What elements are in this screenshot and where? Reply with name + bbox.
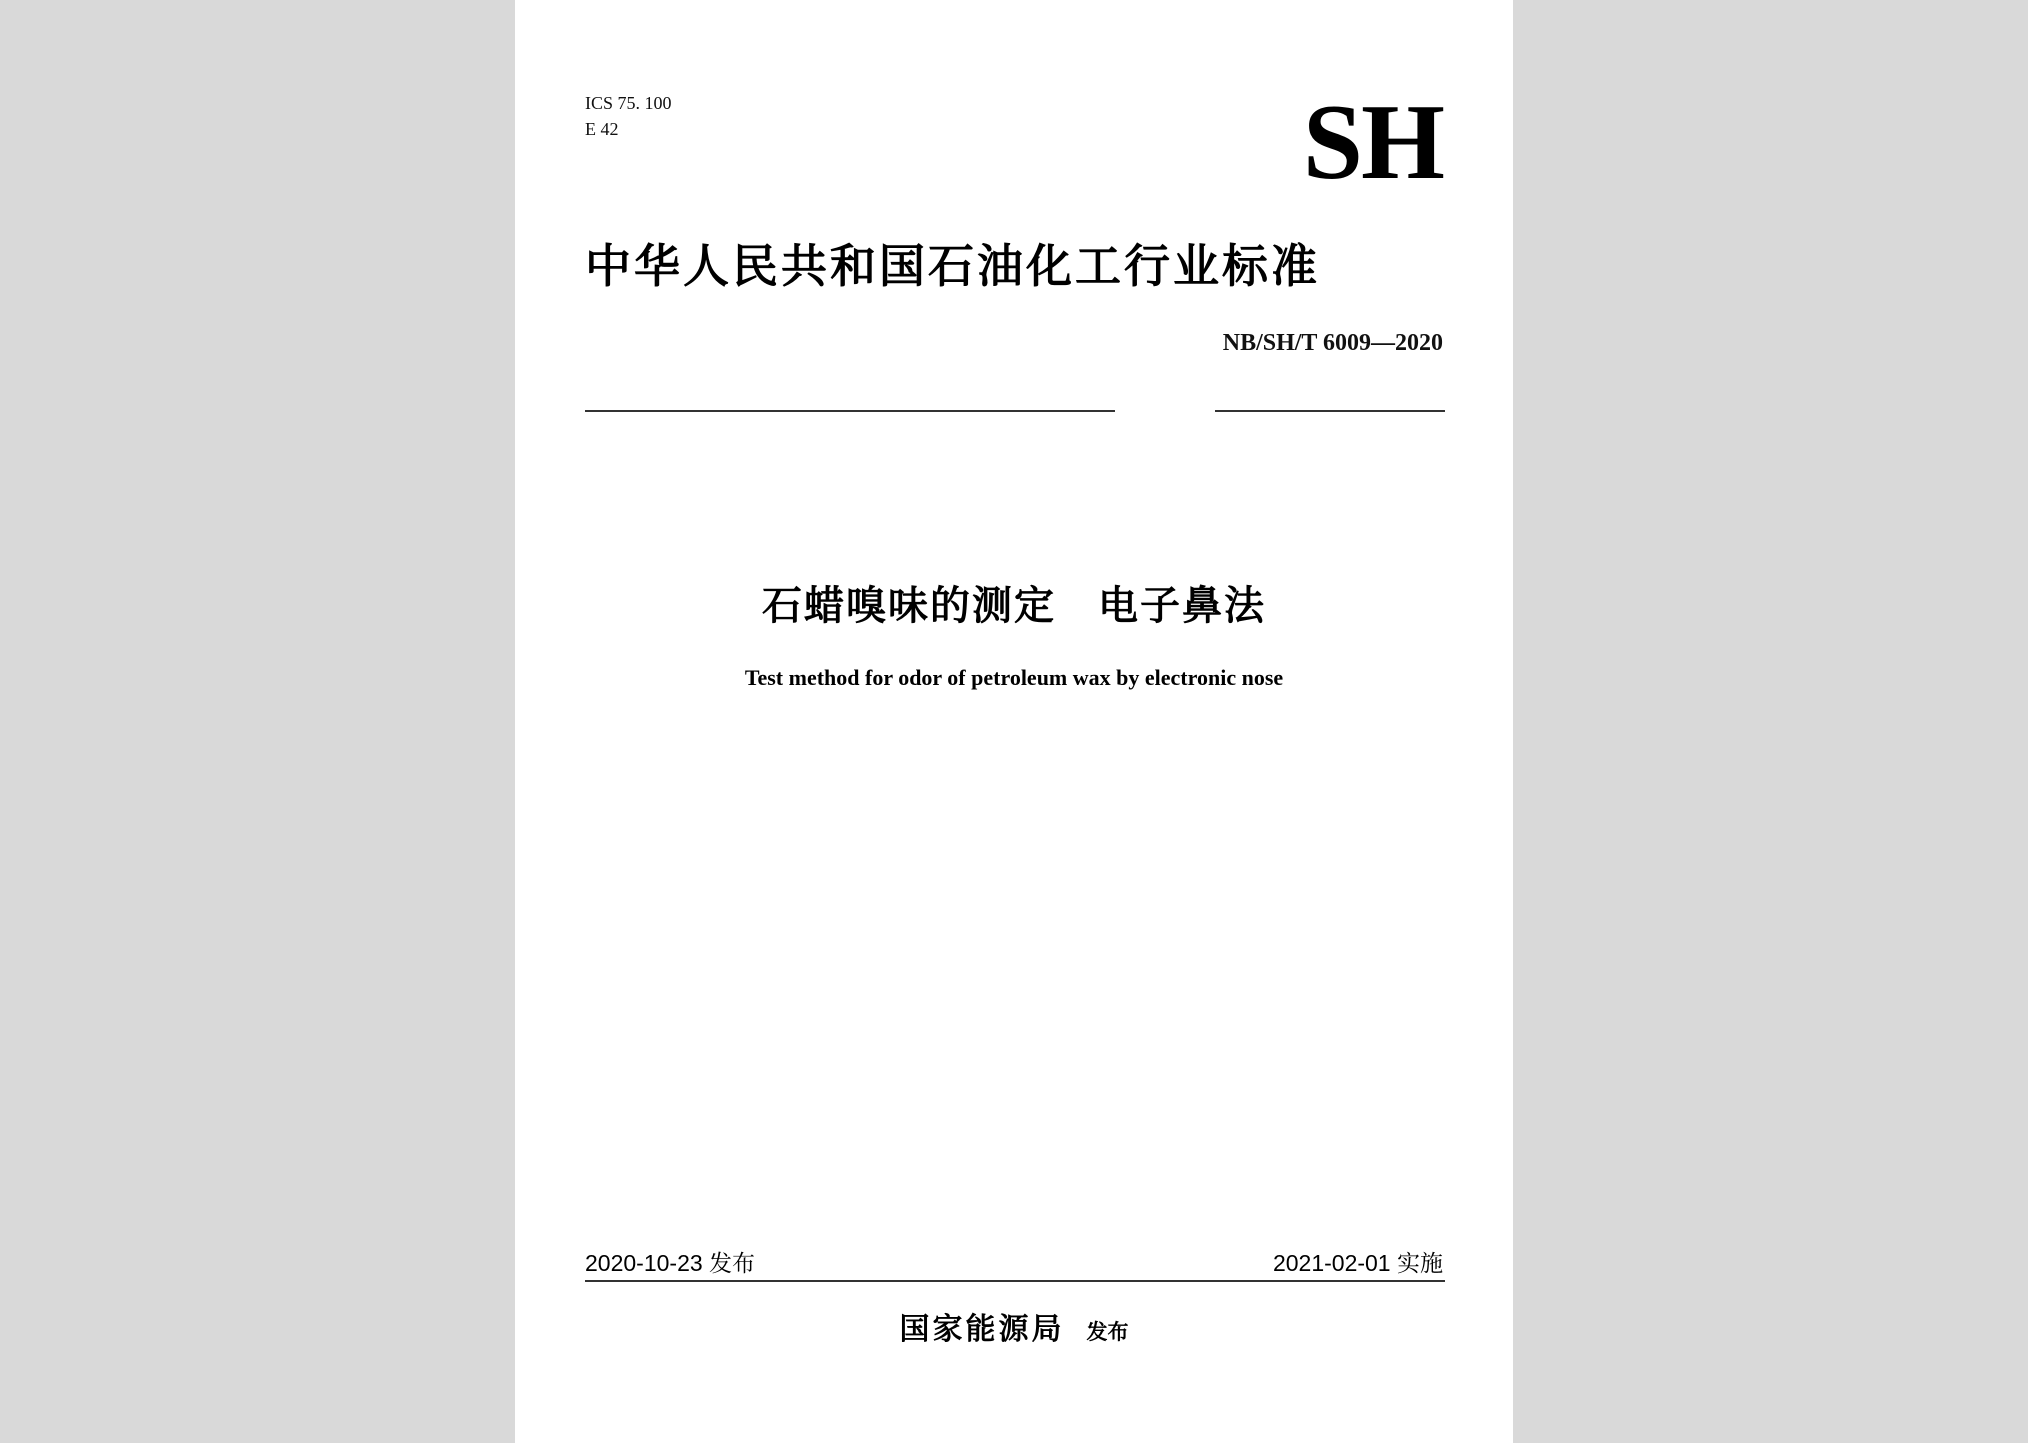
issuer-line — [515, 1310, 1513, 1352]
issuer-name: 国家能源局 — [899, 1312, 1065, 1347]
issuer-verb: 发布 — [1086, 1320, 1129, 1344]
ics-code: ICS 75. 100 — [585, 93, 672, 113]
document-page — [515, 0, 1513, 1443]
standard-title: 中华人民共和国石油化工行业标准 — [585, 239, 1320, 293]
header-divider — [585, 410, 1115, 412]
standard-number: NB/SH/T 6009—2020 — [1222, 330, 1443, 356]
sh-logo: SH — [1302, 83, 1443, 202]
issue-date: 2020-10-23 发布 — [585, 1250, 756, 1276]
classification-code: E 42 — [585, 119, 619, 139]
implementation-date: 2021-02-01 实施 — [1272, 1250, 1443, 1276]
header-divider-right — [1215, 410, 1445, 412]
footer-divider — [585, 1280, 1445, 1282]
document-title-en: Test method for odor of petroleum wax by electronic nose — [744, 665, 1284, 690]
document-title-zh: 石蜡嗅味的测定 电子鼻法 — [762, 583, 1266, 629]
